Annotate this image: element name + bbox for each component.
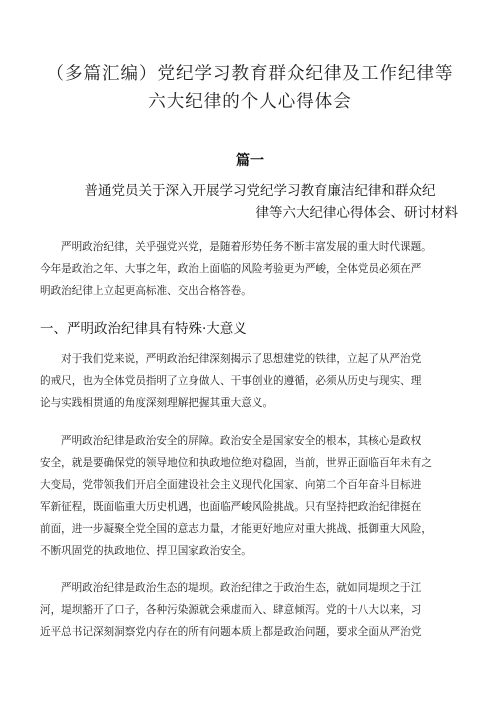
paragraph-line: 严明政治纪律是政治生态的堤坝。政治纪律之于政治生态，就如同堤坝之于江 — [61, 582, 422, 594]
section-heading-1: 一、严明政治纪律具有特殊·大意义 — [40, 321, 247, 337]
paragraph-line: 严明政治纪律，关乎强党兴党，是随着形势任务不断丰富发展的重大时代课题。 — [61, 241, 432, 253]
paragraph-line: 近平总书记深刻洞察党内存在的所有问题本质上都是政治问题，要求全面从严治党 — [40, 626, 422, 638]
paragraph-line: 的戒尺，也为全体党员指明了立身做人、干事创业的遵循，必须从历史与现实、理 — [40, 375, 422, 387]
paragraph-intro — [40, 236, 460, 302]
paragraph-political-ecology — [40, 577, 460, 643]
part-label: 篇一 — [236, 153, 264, 169]
article-subtitle-line-1: 普通党员关于深入开展学习党纪学习教育廉洁纪律和群众纪 — [84, 183, 436, 199]
paragraph-line: 大变局，党带领我们开启全面建设社会主义现代化国家、向第二个百年奋斗目标进 — [40, 479, 422, 491]
paragraph-line: 前面，进一步凝聚全党全国的意志力量，才能更好地应对重大挑战、抵御重大风险， — [40, 523, 432, 535]
paragraph-line: 明政治纪律上立起更高标准、交出合格答卷。 — [40, 285, 252, 297]
article-subtitle-line-2: 律等六大纪律心得体会、研讨材料 — [255, 205, 458, 221]
article-subtitle — [60, 180, 460, 224]
paragraph-line: 安全，就是要确保党的领导地位和执政地位绝对稳固，当前，世界正面临百年未有之 — [40, 457, 432, 469]
document-title-line-1: （多篇汇编）党纪学习教育群众纪律及工作纪律等 — [46, 64, 454, 84]
paragraph-line: 严明政治纪律是政治安全的屏障。政治安全是国家安全的根本，其核心是政权 — [61, 435, 422, 447]
document-title-line-2: 六大纪律的个人心得体会 — [148, 92, 352, 112]
paragraph-line: 对于我们党来说，严明政治纪律深刻揭示了思想建党的铁律，立起了从严治党 — [61, 353, 422, 365]
paragraph-political-security — [40, 430, 460, 562]
paragraph-line: 今年是政治之年、大事之年，政治上面临的风险考验更为严峻，全体党员必须在严 — [40, 263, 422, 275]
paragraph-significance — [40, 348, 460, 414]
document-title — [40, 60, 460, 116]
paragraph-line: 论与实践相贯通的角度深刻理解把握其重大意义。 — [40, 397, 274, 409]
paragraph-line: 军新征程，既面临重大历史机遇，也面临严峻风险挑战。只有坚持把政治纪律挺在 — [40, 501, 422, 513]
paragraph-line: 不断巩固党的执政地位、捍卫国家政治安全。 — [40, 545, 252, 557]
paragraph-line: 河，堤坝豁开了口子，各种污染源就会乘虚而入、肆意倾泻。党的十八大以来，习 — [40, 604, 422, 616]
